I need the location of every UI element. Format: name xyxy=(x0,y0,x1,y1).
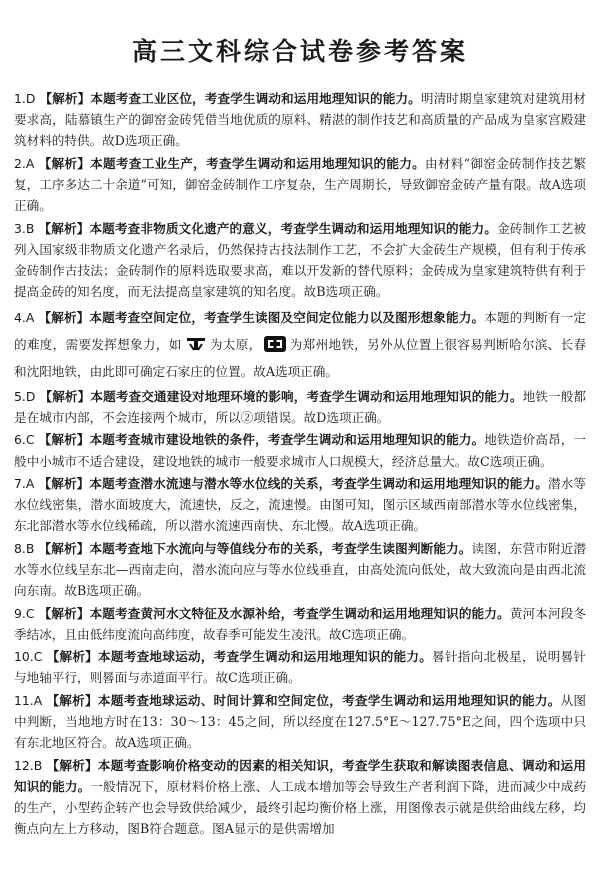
analysis-tag: 【解析】 xyxy=(46,649,99,665)
analysis-tag: 【解析】 xyxy=(38,220,90,236)
answer-item-8 xyxy=(14,538,586,602)
answer-item-10 xyxy=(14,646,586,688)
answer-body: 从图中判断，当地地方时在13：30～13：45之间，所以经度在127.5°E～127.75°E之间，四个选项中只有东北地区符合。故A选项正确。 xyxy=(14,692,587,751)
answer-item-5 xyxy=(14,386,586,428)
answer-number: 10.C xyxy=(14,649,43,665)
answer-number: 5.D xyxy=(14,388,36,404)
answer-body: 由材料“御窑金砖制作技艺繁复，工序多达二十余道”可知，御窑金砖制作工序复杂，生产周期长，导致御窑金砖产量有限。故A选项正确。 xyxy=(14,155,587,214)
answer-lead: 本题考查城市建设地铁的条件，考查学生调动和运用地理知识的能力。 xyxy=(89,432,485,448)
answer-number: 11.A xyxy=(14,692,43,708)
answer-body: 明清时期皇家建筑对建筑用材要求高，陆慕镇生产的御窑金砖凭借当地优质的原料、精湛的制作技艺和高质量的产品成为皇家宫殿建筑材料的特供。故D选项正确。 xyxy=(14,91,587,149)
answer-number: 9.C xyxy=(14,605,35,621)
answer-item-2 xyxy=(14,153,586,217)
answer-lead: 本题考查地球运动、时间计算和空间定位，考查学生调动和运用地理知识的能力。 xyxy=(97,692,561,708)
answer-item-6 xyxy=(14,429,586,471)
page-title: 高三文科综合试卷参考答案 xyxy=(131,37,468,66)
answer-body: 一般情况下，原材料价格上涨、人工成本增加等会导致生产者利润下降，进而减少中成药的生产，小型药企转产也会导致供给减少，最终引起均衡价格上涨，用图像表示就是供给曲线左移，均衡点向左上方移动，图B符合题意。图A显示的是供需增加 xyxy=(14,778,587,837)
analysis-tag: 【解析】 xyxy=(46,757,98,773)
answer-lead: 本题考查地下水流向与等值线分布的关系，考查学生读图判断能力。 xyxy=(89,540,472,556)
answer-number: 8.B xyxy=(14,540,35,556)
answer-body-part-3: 为郑州地铁，另外从位置上很容易判断哈尔滨、长春和沈阳地铁，由此即可确定石家庄的位置。故A选项正确。 xyxy=(14,336,587,379)
answer-body-part-2: 为太原， xyxy=(209,336,262,352)
analysis-tag: 【解析】 xyxy=(38,475,90,491)
answer-lead: 本题考查影响价格变动的因素的相关知识，考查学生获取和解读图表信息、调动和运用知识的能力。 xyxy=(14,757,586,794)
answer-body: 晷针指向北极星，说明晷针与地轴平行，则晷面与赤道面平行。故C选项正确。 xyxy=(14,649,587,686)
answer-item-4 xyxy=(14,304,586,385)
answer-number: 7.A xyxy=(14,475,35,491)
answer-lead: 本题考查潜水流速与潜水等水位线的关系，考查学生调动和运用地理知识的能力。 xyxy=(89,475,548,491)
answer-item-1 xyxy=(14,88,586,152)
answer-body: 潜水等水位线密集，潜水面坡度大，流速快，反之，流速慢。由图可知，图示区域西南部潜水等水位线密集，东北部潜水等水位线稀疏，所以潜水流速西南快、东北慢。故A选项正确。 xyxy=(14,475,587,534)
answer-body: 黄河本河段冬季结冰，且由低纬度流向高纬度，故春季可能发生凌汛。故C选项正确。 xyxy=(14,605,587,642)
answer-lead: 本题考查地球运动，考查学生调动和运用地理知识的能力。 xyxy=(98,649,433,665)
analysis-tag: 【解析】 xyxy=(46,692,98,708)
answer-number: 4.A xyxy=(14,309,35,325)
answer-body: 金砖制作工艺被列入国家级非物质文化遗产名录后，仍然保持古技法制作工艺，不会扩大金砖生产规模，但有利于传承金砖制作古技法；金砖制作的原料选取要求高，难以开发新的替代原料；金砖成为皇家建筑特供有利于提高金砖的知名度，而无法提高皇家建筑的知名度。故B选项正确。 xyxy=(14,220,587,300)
analysis-tag: 【解析】 xyxy=(38,309,90,325)
answer-lead: 本题考查工业生产，考查学生调动和运用地理知识的能力。 xyxy=(90,155,426,171)
analysis-tag: 【解析】 xyxy=(38,605,90,621)
analysis-tag: 【解析】 xyxy=(39,91,91,106)
answer-item-7 xyxy=(14,473,586,537)
analysis-tag: 【解析】 xyxy=(38,540,90,556)
answer-item-11 xyxy=(14,690,586,754)
answer-body: 地铁造价高昂，一般中小城市不适合建设，建设地铁的城市一般要求城市人口规模大，经济总量大。故C选项正确。 xyxy=(14,432,587,469)
zhengzhou-metro-logo-icon xyxy=(263,335,287,353)
answer-lead: 本题考查非物质文化遗产的意义，考查学生调动和运用地理知识的能力。 xyxy=(89,220,497,236)
answer-lead: 本题考查空间定位，考查学生读图及空间定位能力以及图形想象能力。 xyxy=(89,309,485,325)
answer-number: 3.B xyxy=(14,220,35,236)
answer-lead: 本题考查工业区位，考查学生调动和运用地理知识的能力。 xyxy=(90,91,421,106)
answer-number: 2.A xyxy=(14,155,35,171)
answer-number: 1.D xyxy=(14,91,36,106)
answer-item-12 xyxy=(14,755,586,840)
answer-number: 6.C xyxy=(14,432,35,448)
answer-body-part-1: 本题的判断有一定的难度，需要发挥想象力，如 xyxy=(14,309,587,352)
answer-body: 读图，东营市附近潜水等水位线呈东北—西南走向，潜水流向应与等水位线垂直，由高处流向低处，故大致流向是由西北流向东南。故B选项正确。 xyxy=(14,540,587,599)
answer-item-9 xyxy=(14,603,586,645)
answer-body: 地铁一般都是在城市内部，不会连接两个城市，所以②项错误。故D选项正确。 xyxy=(14,388,587,425)
answer-lead: 本题考查交通建设对地理环境的影响，考查学生调动和运用地理知识的能力。 xyxy=(90,388,523,404)
answer-list xyxy=(14,88,586,839)
answer-item-3 xyxy=(14,218,586,303)
analysis-tag: 【解析】 xyxy=(39,388,91,404)
analysis-tag: 【解析】 xyxy=(38,432,90,448)
analysis-tag: 【解析】 xyxy=(38,155,91,171)
answer-lead: 本题考查黄河水文特征及水源补给，考查学生调动和运用地理知识的能力。 xyxy=(89,605,510,621)
answer-number: 12.B xyxy=(14,757,43,773)
taiyuan-metro-logo-icon xyxy=(184,335,208,353)
